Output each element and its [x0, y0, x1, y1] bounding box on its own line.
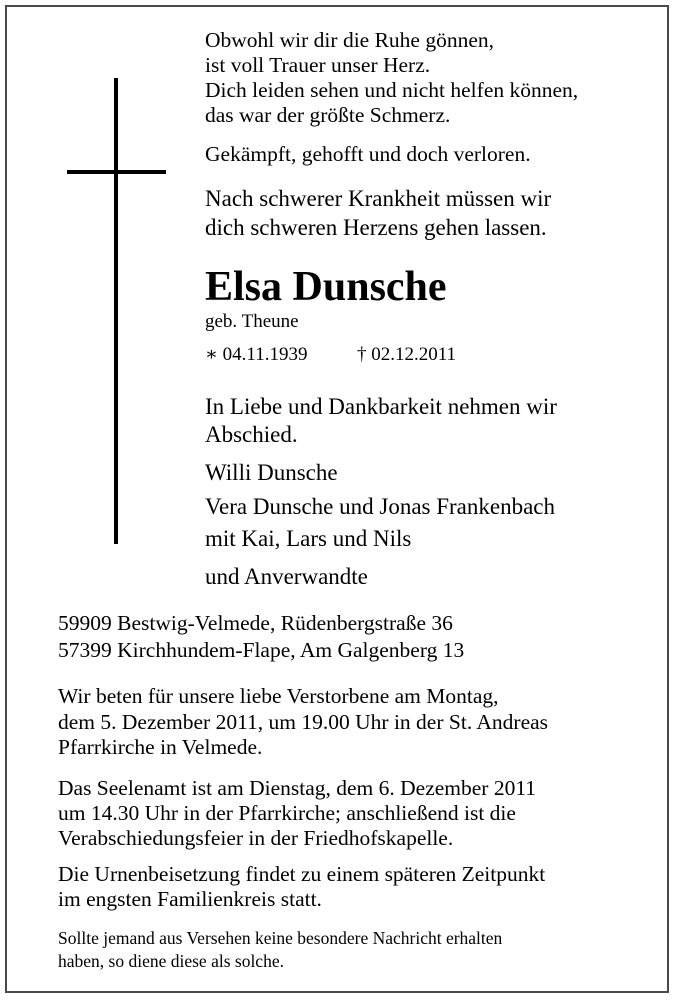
notice-line: haben, so diene diese als solche.: [58, 951, 284, 971]
farewell-line: Abschied.: [205, 422, 298, 447]
burial-line: im engsten Familienkreis statt.: [58, 887, 322, 911]
burial-line: Die Urnenbeisetzung findet zu einem späteren Zeitpunkt: [58, 862, 546, 886]
poem-line: das war der größte Schmerz.: [205, 103, 451, 127]
mourner: Willi Dunsche: [205, 460, 338, 485]
prayer-line: Pfarrkirche in Velmede.: [58, 735, 263, 759]
address: 59909 Bestwig-Velmede, Rüdenbergstraße 36: [58, 611, 453, 635]
cross-icon: [114, 78, 118, 544]
maiden-name: geb. Theune: [205, 311, 299, 332]
birth-date: ∗ 04.11.1939: [205, 344, 308, 365]
cross-bar: [67, 170, 166, 174]
death-date: † 02.12.2011: [357, 344, 457, 365]
poem-line: ist voll Trauer unser Herz.: [205, 53, 431, 77]
prayer-line: Wir beten für unsere liebe Verstorbene am Montag,: [58, 684, 499, 708]
mourner: und Anverwandte: [205, 564, 368, 589]
notice-line: Sollte jemand aus Versehen keine besondere Nachricht erhalten: [58, 928, 503, 948]
poem-line: Dich leiden sehen und nicht helfen können,: [205, 78, 579, 102]
deceased-name: Elsa Dunsche: [205, 264, 447, 310]
mourner: mit Kai, Lars und Nils: [205, 526, 412, 551]
mass-line: um 14.30 Uhr in der Pfarrkirche; anschließend ist die: [58, 801, 516, 825]
poem-line: Obwohl wir dir die Ruhe gönnen,: [205, 28, 495, 52]
mourner: Vera Dunsche und Jonas Frankenbach: [205, 494, 556, 519]
mass-line: Verabschiedungsfeier in der Friedhofskapelle.: [58, 826, 454, 850]
poem-end: Gekämpft, gehofft und doch verloren.: [205, 142, 531, 166]
mass-line: Das Seelenamt ist am Dienstag, dem 6. Dezember 2011: [58, 776, 537, 800]
intro-line: Nach schwerer Krankheit müssen wir: [205, 186, 552, 211]
intro-line: dich schweren Herzens gehen lassen.: [205, 215, 547, 240]
prayer-line: dem 5. Dezember 2011, um 19.00 Uhr in der St. Andreas: [58, 710, 549, 734]
address: 57399 Kirchhundem-Flape, Am Galgenberg 13: [58, 638, 465, 662]
farewell-line: In Liebe und Dankbarkeit nehmen wir: [205, 394, 557, 419]
